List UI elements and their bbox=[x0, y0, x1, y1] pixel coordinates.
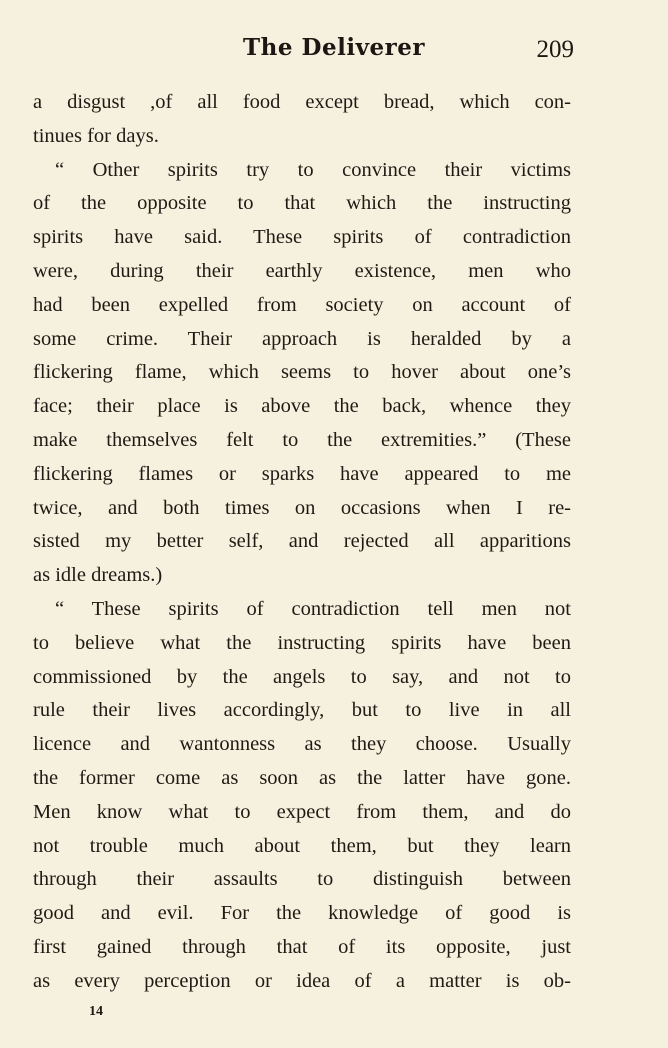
text-line: flickering flames or sparks have appeared to me bbox=[33, 462, 571, 485]
signature-mark: 14 bbox=[89, 1004, 103, 1019]
text-line: through their assaults to distinguish between bbox=[33, 868, 571, 891]
text-line: commissioned by the angels to say, and not to bbox=[33, 665, 571, 688]
text-line: tinues for days. bbox=[33, 124, 159, 147]
body-text bbox=[33, 86, 571, 999]
text-line: face; their place is above the back, whence they bbox=[33, 395, 571, 418]
text-line: of the opposite to that which the instructing bbox=[33, 192, 571, 215]
text-line: rule their lives accordingly, but to live in all bbox=[33, 699, 571, 722]
text-line: the former come as soon as the latter have gone. bbox=[33, 766, 571, 789]
text-line: some crime. Their approach is heralded by a bbox=[33, 327, 571, 350]
text-line: “ Other spirits try to convince their victims bbox=[55, 158, 571, 181]
text-line: “ These spirits of contradiction tell men not bbox=[55, 597, 571, 620]
text-line: make themselves felt to the extremities.” (These bbox=[33, 428, 571, 451]
text-line: a disgust ,of all food except bread, which con- bbox=[33, 91, 571, 113]
text-line: not trouble much about them, but they learn bbox=[33, 834, 571, 857]
text-line: licence and wantonness as they choose. Usually bbox=[33, 733, 571, 756]
text-line: twice, and both times on occasions when I re- bbox=[33, 496, 571, 519]
text-line: as every perception or idea of a matter is ob- bbox=[33, 969, 571, 992]
text-line: sisted my better self, and rejected all apparitions bbox=[33, 530, 571, 553]
text-line: had been expelled from society on account of bbox=[33, 293, 571, 316]
page-number: 209 bbox=[536, 36, 574, 63]
text-line: spirits have said. These spirits of contradiction bbox=[33, 226, 571, 249]
text-line: Men know what to expect from them, and do bbox=[33, 800, 571, 823]
text-line: as idle dreams.) bbox=[33, 564, 163, 587]
text-line: to believe what the instructing spirits have been bbox=[33, 631, 571, 654]
text-line: flickering flame, which seems to hover about one’s bbox=[33, 361, 571, 384]
text-line: first gained through that of its opposite, just bbox=[33, 935, 571, 958]
running-head-title: The Deliverer bbox=[243, 34, 425, 61]
text-line: good and evil. For the knowledge of good is bbox=[33, 902, 571, 925]
text-line: were, during their earthly existence, men who bbox=[33, 259, 571, 282]
